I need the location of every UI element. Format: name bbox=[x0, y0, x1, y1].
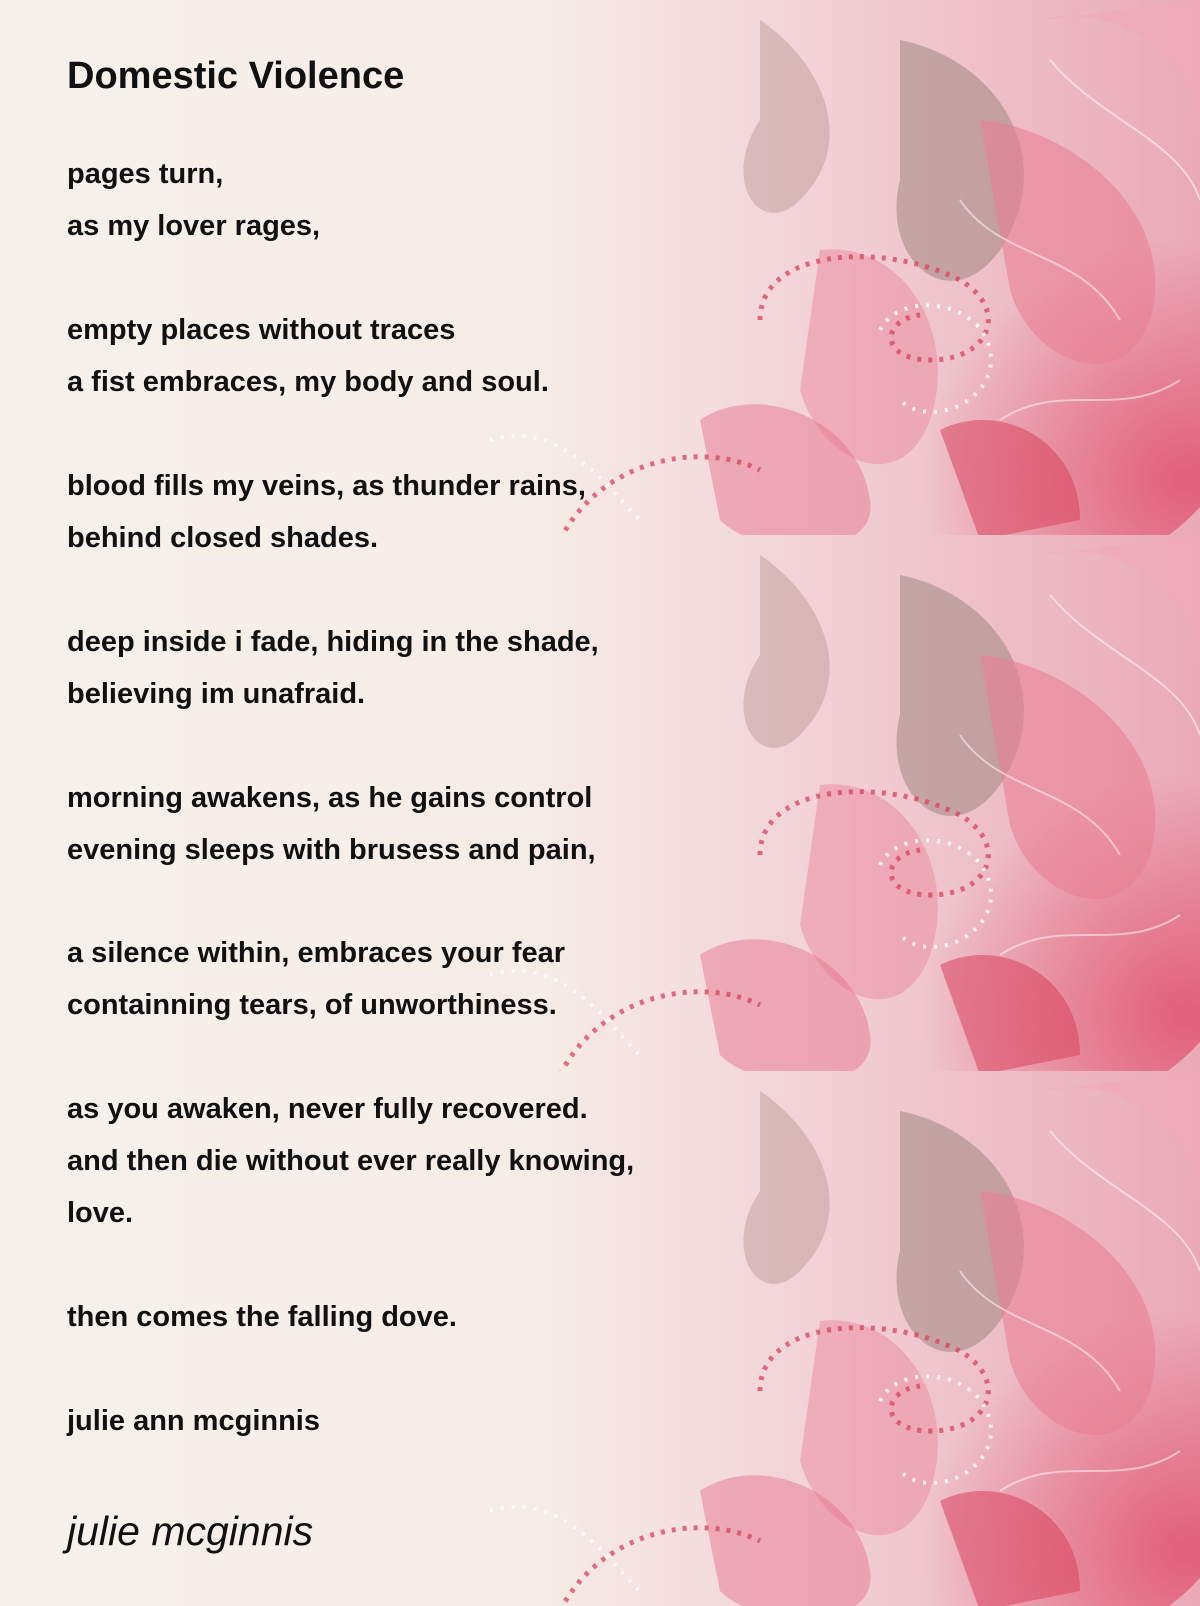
poem-line: as you awaken, never fully recovered. bbox=[67, 1093, 588, 1125]
poem-line: deep inside i fade, hiding in the shade, bbox=[67, 626, 599, 658]
poem-line: empty places without traces bbox=[67, 314, 456, 346]
poem-line: a fist embraces, my body and soul. bbox=[67, 366, 549, 398]
poem-line: containning tears, of unworthiness. bbox=[67, 989, 557, 1021]
author-name: julie mcginnis bbox=[67, 1508, 314, 1554]
poem-line: as my lover rages, bbox=[67, 210, 321, 242]
poem-line: pages turn, bbox=[67, 158, 224, 190]
poem-line: evening sleeps with brusess and pain, bbox=[67, 834, 596, 866]
poem-title: Domestic Violence bbox=[67, 55, 405, 97]
poem-line: love. bbox=[67, 1197, 134, 1229]
poem-line: behind closed shades. bbox=[67, 522, 379, 554]
poem-line: blood fills my veins, as thunder rains, bbox=[67, 470, 586, 502]
poem-signature-line: julie ann mcginnis bbox=[67, 1405, 320, 1437]
poem-line: believing im unafraid. bbox=[67, 678, 366, 710]
poem-line: morning awakens, as he gains control bbox=[67, 782, 593, 814]
poem-line: a silence within, embraces your fear bbox=[67, 937, 566, 969]
poem-line: then comes the falling dove. bbox=[67, 1301, 457, 1333]
poem-line: and then die without ever really knowing, bbox=[67, 1145, 635, 1177]
